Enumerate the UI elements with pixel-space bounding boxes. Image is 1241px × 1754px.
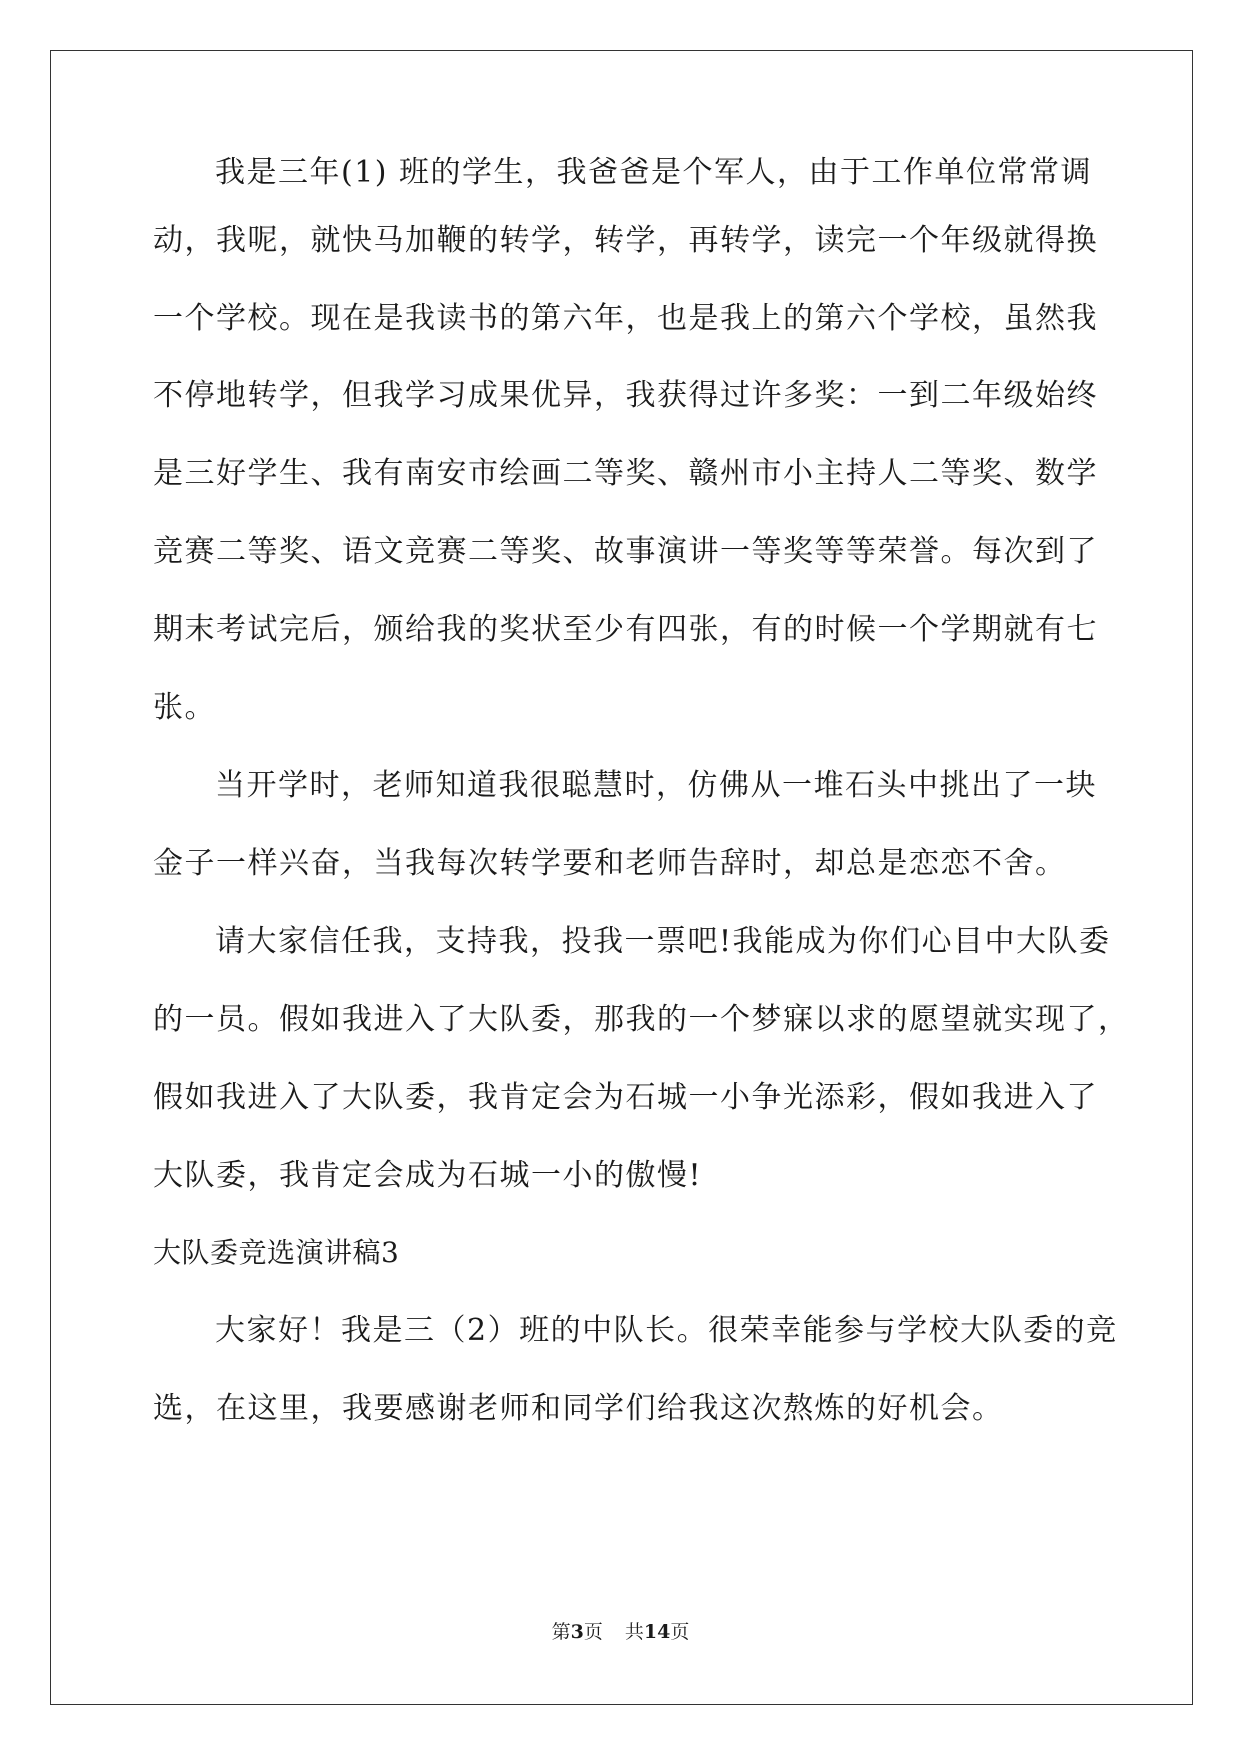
- paragraph-1-line-1: 我是三年(1) 班的学生，我爸爸是个军人，由于工作单位常常调: [215, 155, 1093, 190]
- paragraph-1-line-7: 期末考试完后，颁给我的奖状至少有四张，有的时候一个学期就有七: [153, 612, 1098, 647]
- footer-page-number: 3: [570, 1621, 584, 1643]
- footer-page-prefix: 第: [551, 1621, 571, 1643]
- paragraph-1-line-5: 是三好学生、我有南安市绘画二等奖、赣州市小主持人二等奖、数学: [153, 456, 1098, 491]
- paragraph-1-line-2: 动，我呢，就快马加鞭的转学，转学，再转学，读完一个年级就得换: [153, 223, 1098, 258]
- paragraph-2-line-2: 金子一样兴奋，当我每次转学要和老师告辞时，却总是恋恋不舍。: [153, 846, 1067, 881]
- paragraph-4-line-2: 选，在这里，我要感谢老师和同学们给我这次熬炼的好机会。: [153, 1391, 1004, 1426]
- page-footer: [0, 1617, 1241, 1644]
- paragraph-1-line-3: 一个学校。现在是我读书的第六年，也是我上的第六个学校，虽然我: [153, 301, 1098, 336]
- paragraph-3-line-3: 假如我进入了大队委，我肯定会为石城一小争光添彩，假如我进入了: [153, 1080, 1098, 1115]
- paragraph-1-line-8: 张。: [153, 690, 216, 725]
- footer-total-prefix: 共: [624, 1621, 644, 1643]
- paragraph-2-line-1: 当开学时，老师知道我很聪慧时，仿佛从一堆石头中挑出了一块: [215, 768, 1097, 803]
- paragraph-3-line-4: 大队委，我肯定会成为石城一小的傲慢!: [153, 1158, 703, 1193]
- paragraph-1-line-4: 不停地转学，但我学习成果优异，我获得过许多奖：一到二年级始终: [153, 378, 1098, 413]
- footer-total-suffix: 页: [670, 1621, 690, 1643]
- paragraph-3-line-2: 的一员。假如我进入了大队委，那我的一个梦寐以求的愿望就实现了，: [153, 1002, 1130, 1037]
- paragraph-1-line-6: 竞赛二等奖、语文竞赛二等奖、故事演讲一等奖等等荣誉。每次到了: [153, 534, 1098, 569]
- section-heading: 大队委竞选演讲稿3: [153, 1236, 400, 1269]
- footer-page-suffix: 页: [583, 1621, 603, 1643]
- paragraph-4-line-1: 大家好！我是三（2）班的中队长。很荣幸能参与学校大队委的竞: [215, 1313, 1118, 1348]
- footer-total-pages: 14: [643, 1621, 671, 1643]
- paragraph-3-line-1: 请大家信任我，支持我，投我一票吧!我能成为你们心目中大队委: [215, 924, 1111, 959]
